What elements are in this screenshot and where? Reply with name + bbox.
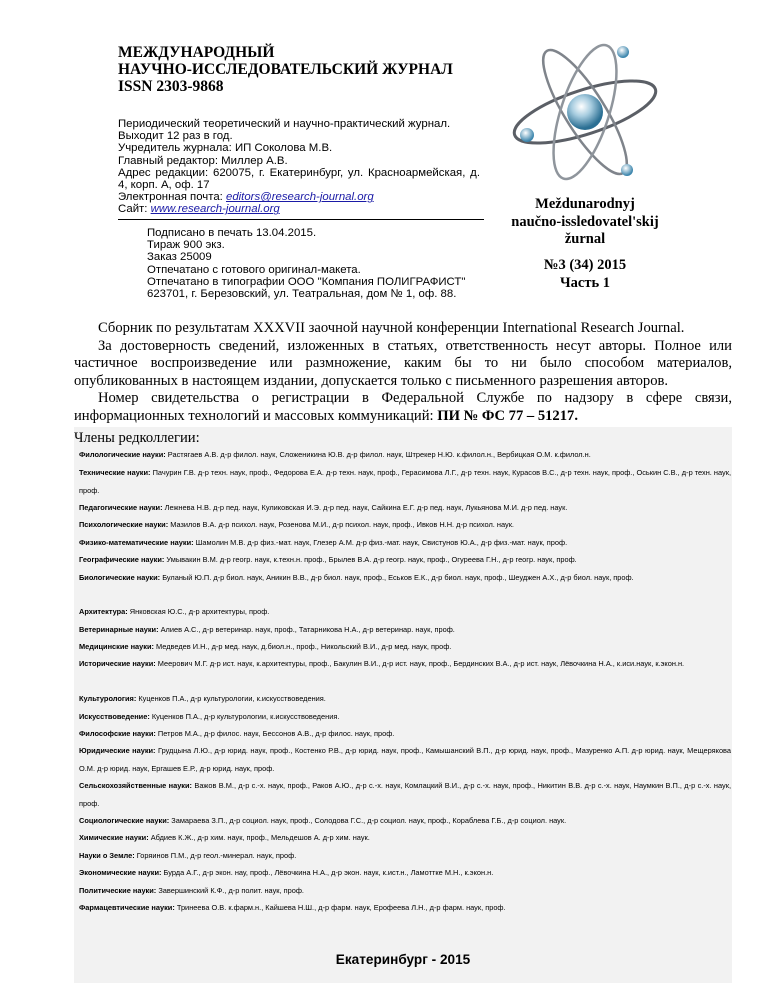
copyright-note: За достоверность сведений, изложенных в статьях, ответственность несут авторы. Полное или частичное воспроизведение или размножение, каким бы то ни было способом материалов, опубликованных в настоящем издании, допускается только с письменного разрешения авторов. — [74, 337, 732, 389]
field-members: Янковская Ю.С., д-р архитектуры, проф. — [127, 607, 270, 616]
board-field-agriculture — [79, 777, 731, 812]
field-members: Медведев И.Н., д-р мед. наук, д.биол.н., проф., Никольский В.И., д-р мед. наук, проф. — [153, 642, 452, 651]
registration-number: ПИ № ФС 77 – 51217. — [437, 407, 578, 424]
field-label: Ветеринарные науки: — [79, 625, 159, 634]
field-members: Растягаев А.В. д-р филол. наук, Сложеникина Ю.В. д-р филол. наук, Штрекер Н.Ю. к.филол.н., Вербицкая О.М. к.филол.н. — [165, 450, 591, 459]
print-run: Тираж 900 экз. — [147, 239, 225, 252]
board-field-architecture — [79, 603, 731, 621]
board-field-geography — [79, 551, 731, 569]
board-field-politics — [79, 882, 731, 900]
field-label: Биологические науки: — [79, 573, 161, 582]
field-members: Шамолин М.В. д-р физ.-мат. наук, Глезер А.М. д-р физ.-мат. наук, Свистунов Ю.А., д-р физ.-мат. наук, проф. — [193, 538, 568, 547]
board-field-physics-math — [79, 534, 731, 552]
field-label: Юридические науки: — [79, 746, 156, 755]
order-number: Заказ 25009 — [147, 251, 212, 264]
publication-info — [118, 118, 480, 216]
field-label: Медицинские науки: — [79, 642, 154, 651]
field-label: Филологические науки: — [79, 450, 166, 459]
field-label: Экономические науки: — [79, 868, 162, 877]
email-line — [118, 191, 480, 203]
editorial-address: Адрес редакции: 620075, г. Екатеринбург, ул. Красноармейская, д. 4, корп. А, оф. 17 — [118, 166, 480, 192]
print-date: Подписано в печать 13.04.2015. — [147, 227, 317, 239]
field-label: Химические науки: — [79, 833, 149, 842]
field-members: Буланый Ю.П. д-р биол. наук, Аникин В.В., д-р биол. наук, проф., Еськов Е.К., д-р биол. наук, проф., Шеуджен А.Х., д-р биол. наук, проф. — [160, 573, 634, 582]
print-info — [147, 227, 487, 300]
field-members: Куценков П.А., д-р культурологии, к.искусствоведения. — [136, 694, 326, 703]
conference-note: Сборник по результатам XXXVII заочной научной конференции International Research Journal. — [98, 320, 685, 336]
board-field-veterinary — [79, 621, 731, 639]
field-members: Алиев А.С., д-р ветеринар. наук, проф., Татарникова Н.А., д-р ветеринар. наук, проф. — [158, 625, 455, 634]
printing-house: Отпечатано в типографии ООО "Компания ПОЛИГРАФИСТ" — [147, 275, 466, 288]
field-members: Петров М.А., д-р филос. наук, Бессонов А.В., д-р филос. наук, проф. — [155, 729, 395, 738]
board-field-pedagogy — [79, 499, 731, 517]
board-field-sociology — [79, 812, 731, 830]
field-members: Умывакин В.М. д-р геогр. наук, к.техн.н. проф., Брылев В.А. д-р геогр. наук, проф., Огуреева Г.Н., д-р геогр. наук, проф. — [164, 555, 577, 564]
field-label: Географические науки: — [79, 555, 165, 564]
frequency: Выходит 12 раз в год. — [118, 130, 233, 143]
field-label: Политические науки: — [79, 886, 157, 895]
field-members: Горяинов П.М., д-р геол.-минерал. наук, проф. — [134, 851, 297, 860]
field-label: Психологические науки: — [79, 520, 169, 529]
board-field-biology — [79, 569, 731, 587]
field-label: Социологические науки: — [79, 816, 170, 825]
field-members: Грудцына Л.Ю., д-р юрид. наук, проф., Костенко Р.В., д-р юрид. наук, проф., Камышанский В.П., д-р юрид. наук, проф., Мазуренко А.П. д-р юрид. наук, Мещерякова О.М. д-р юрид. наук, Ергашев Е.Р., д-р юрид. наук, проф. — [79, 746, 732, 773]
field-members: Пачурин Г.В. д-р техн. наук, проф., Федорова Е.А. д-р техн. наук, проф., Герасимова Л.Г., д-р техн. наук, Курасов В.С., д-р техн. наук, проф., Оськин С.В., д-р техн. наук, проф. — [79, 468, 732, 495]
issue-block — [490, 257, 680, 292]
field-label: Фармацевтические науки: — [79, 903, 175, 912]
editorial-board-heading: Члены редколлегии: — [74, 430, 200, 446]
field-label: Искусствоведение: — [79, 712, 150, 721]
field-label: Исторические науки: — [79, 659, 156, 668]
journal-title — [118, 44, 518, 95]
field-label: Сельскохозяйственные науки: — [79, 781, 193, 790]
site-line — [118, 203, 480, 215]
field-label: Физико-математические науки: — [79, 538, 194, 547]
journal-title-line-1: МЕЖДУНАРОДНЫЙ — [118, 44, 275, 61]
site-label: Сайт: — [118, 203, 151, 216]
translit-line-1: Meždunarodnyj — [535, 196, 635, 212]
site-link[interactable]: www.research-journal.org — [150, 203, 280, 216]
board-field-culturology — [79, 690, 731, 708]
board-field-psychology — [79, 516, 731, 534]
board-field-medicine — [79, 638, 731, 656]
field-label: Науки о Земле: — [79, 851, 135, 860]
field-members: Важов В.М., д-р с.-х. наук, проф., Раков А.Ю., д-р с.-х. наук, Комлацкий В.И., д-р с.-х. наук, проф., Никитин В.В. д-р с.-х. наук, Наумкин В.П., д-р с.-х. наук, проф. — [79, 781, 731, 808]
board-field-chemistry — [79, 829, 731, 847]
issn-number: ISSN 2303-9868 — [118, 78, 224, 95]
field-members: Мазилов В.А. д-р психол. наук, Розенова М.И., д-р психол. наук, проф., Ивков Н.Н. д-р психол. наук. — [168, 520, 514, 529]
divider-line — [118, 219, 484, 220]
issue-number: №3 (34) 2015 — [543, 257, 627, 273]
journal-name-translit — [490, 196, 680, 249]
email-link[interactable]: editors@research-journal.org — [225, 191, 374, 204]
board-field-history — [79, 655, 731, 673]
field-label: Философские науки: — [79, 729, 156, 738]
email-label: Электронная почта: — [118, 191, 226, 204]
printing-address: 623701, г. Березовский, ул. Театральная, дом № 1, оф. 88. — [147, 288, 457, 301]
field-members: Лежнева Н.В. д-р пед. наук, Куликовская И.Э. д-р пед. наук, Сайкина Е.Г. д-р пед. наук, Лукьянова М.И. д-р пед. наук. — [162, 503, 568, 512]
publication-city-year: Екатеринбург - 2015 — [335, 952, 471, 967]
field-label: Культурология: — [79, 694, 137, 703]
board-field-economics — [79, 864, 731, 882]
board-field-philosophy — [79, 725, 731, 743]
field-label: Педагогические науки: — [79, 503, 163, 512]
atom-logo — [505, 32, 665, 192]
board-field-technical — [79, 464, 731, 499]
field-members: Тринеева О.В. к.фарм.н., Кайшева Н.Ш., д-р фарм. наук, Ерофеева Л.Н., д-р фарм. наук, проф. — [174, 903, 506, 912]
board-field-art-history — [79, 708, 731, 726]
registration-text: Номер свидетельства о регистрации в Федеральной Службе по надзору в сфере связи, информационных технологий и массовых коммуникаций: — [74, 390, 732, 424]
translit-line-3: žurnal — [564, 231, 606, 247]
board-field-pharmacy — [79, 899, 731, 917]
board-field-law — [79, 742, 731, 777]
journal-title-line-2: НАУЧНО-ИССЛЕДОВАТЕЛЬСКИЙ ЖУРНАЛ — [118, 61, 453, 78]
journal-type: Периодический теоретический и научно-практический журнал. — [118, 118, 451, 130]
field-members: Замараева З.П., д-р социол. наук, проф., Солодова Г.С., д-р социол. наук, проф., Кораблева Г.Б., д-р социол. наук. — [169, 816, 567, 825]
field-label: Технические науки: — [79, 468, 151, 477]
collection-notice — [74, 320, 732, 425]
field-members: Куценков П.А., д-р культурологии, к.искусствоведения. — [149, 712, 340, 721]
field-members: Меерович М.Г. д-р ист. наук, к.архитектуры, проф., Бакулин В.И., д-р ист. наук, проф., Бердинских В.А., д-р ист. наук, Лёвочкина Н.А., к.иси.наук, к.экон.н. — [155, 659, 685, 668]
board-field-philology — [79, 446, 731, 464]
field-label: Архитектура: — [79, 607, 128, 616]
layout-note: Отпечатано с готового оригинал-макета. — [147, 263, 361, 276]
board-field-earth-sciences — [79, 847, 731, 865]
translit-line-2: naučno-issledovatel'skij — [511, 213, 659, 230]
field-members: Завершинский К.Ф., д-р полит. наук, проф. — [156, 886, 304, 895]
registration-note — [74, 390, 732, 425]
chief-editor: Главный редактор: Миллер А.В. — [118, 154, 288, 167]
founder: Учредитель журнала: ИП Соколова М.В. — [118, 142, 333, 155]
field-members: Абдиев К.Ж., д-р хим. наук, проф., Мельдешов А. д-р хим. наук. — [148, 833, 370, 842]
field-members: Бурда А.Г., д-р экон. нау, проф., Лёвочкина Н.А., д-р экон. наук, к.ист.н., Ламоттке М.Н., к.экон.н. — [161, 868, 494, 877]
issue-part: Часть 1 — [560, 274, 610, 291]
